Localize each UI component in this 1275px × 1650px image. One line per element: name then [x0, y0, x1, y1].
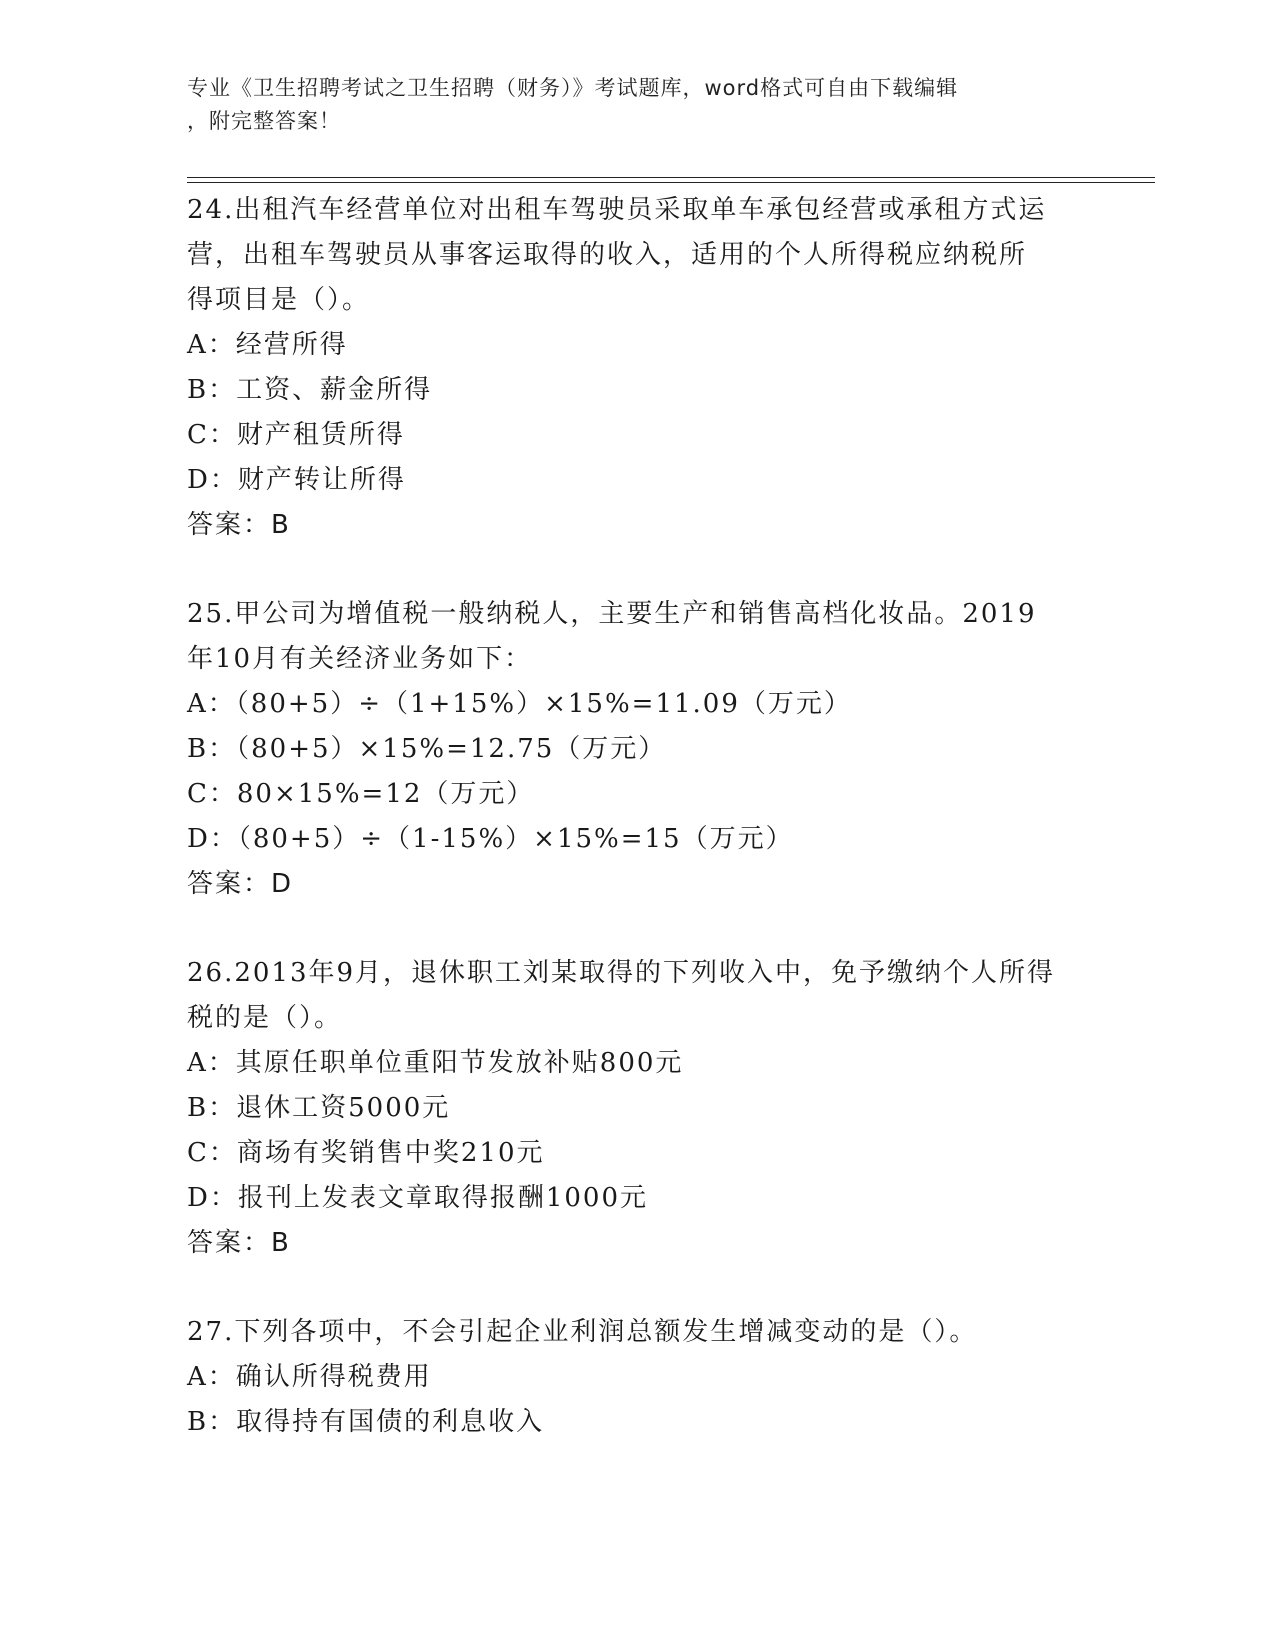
option-c: C：商场有奖销售中奖210元	[187, 1138, 545, 1168]
option-c: C：财产租赁所得	[187, 420, 405, 450]
option-b: B：取得持有国债的利息收入	[187, 1407, 545, 1437]
question-list	[187, 188, 1087, 1489]
option-a: A：确认所得税费用	[187, 1362, 432, 1392]
option-d: D：财产转让所得	[187, 465, 406, 495]
answer: 答案：B	[187, 1228, 291, 1258]
question-26	[187, 951, 1087, 1266]
option-d: D：报刊上发表文章取得报酬1000元	[187, 1183, 649, 1213]
option-a: A：（80+5）÷（1+15%）×15%=11.09（万元）	[187, 689, 852, 719]
option-b: B：（80+5）×15%=12.75（万元）	[187, 734, 667, 764]
option-b: B：工资、薪金所得	[187, 375, 433, 405]
question-stem-line: 24.出租汽车经营单位对出租车驾驶员采取单车承包经营或承租方式运	[187, 195, 1047, 225]
option-a: A：其原任职单位重阳节发放补贴800元	[187, 1048, 684, 1078]
question-27	[187, 1310, 1087, 1445]
question-stem-line: 27.下列各项中，不会引起企业利润总额发生增减变动的是（）。	[187, 1317, 978, 1347]
option-b: B：退休工资5000元	[187, 1093, 451, 1123]
question-stem-line: 年10月有关经济业务如下：	[187, 644, 533, 674]
question-stem-line: 26.2013年9月，退休职工刘某取得的下列收入中，免予缴纳个人所得	[187, 958, 1056, 988]
header-divider-bottom	[187, 182, 1155, 183]
option-c: C：80×15%=12（万元）	[187, 779, 535, 809]
document-header	[187, 72, 1067, 138]
question-25	[187, 592, 1087, 907]
header-line-2: ，附完整答案！	[187, 109, 341, 133]
option-a: A：经营所得	[187, 330, 348, 360]
answer: 答案：B	[187, 510, 291, 540]
question-24	[187, 188, 1087, 548]
question-stem-line: 25.甲公司为增值税一般纳税人，主要生产和销售高档化妆品。2019	[187, 599, 1037, 629]
question-stem-line: 得项目是（）。	[187, 285, 371, 315]
header-divider-top	[187, 177, 1155, 178]
question-stem-line: 营，出租车驾驶员从事客运取得的收入，适用的个人所得税应纳税所	[187, 240, 1028, 270]
option-d: D：（80+5）÷（1-15%）×15%=15（万元）	[187, 824, 794, 854]
header-line-1: 专业《卫生招聘考试之卫生招聘（财务）》考试题库，word格式可自由下载编辑	[187, 76, 959, 100]
answer: 答案：D	[187, 869, 294, 899]
question-stem-line: 税的是（）。	[187, 1003, 343, 1033]
